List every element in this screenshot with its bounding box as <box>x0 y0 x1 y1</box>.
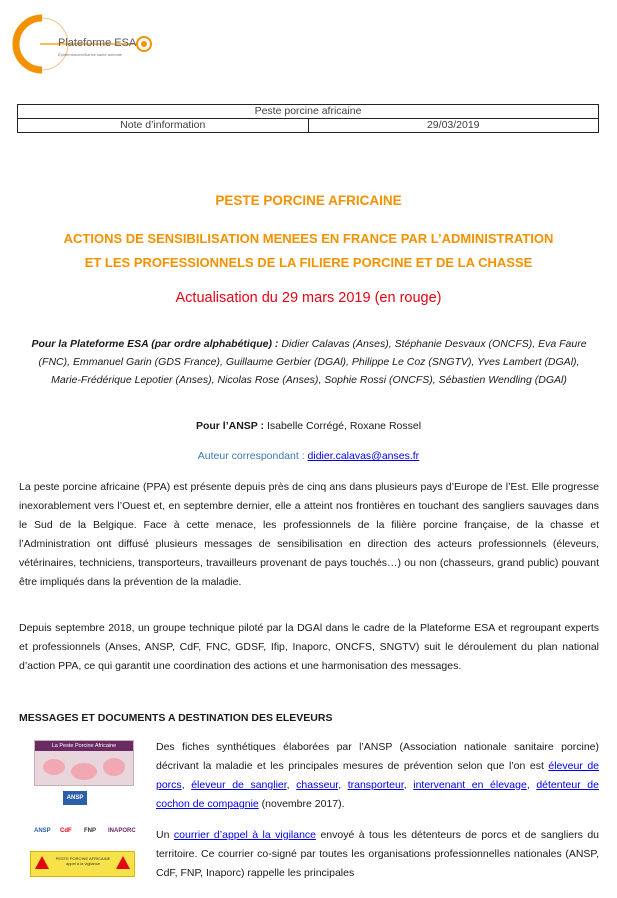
document-meta-table <box>17 104 599 133</box>
update-notice: Actualisation du 29 mars 2019 (en rouge) <box>175 290 442 306</box>
link-eleveur-sanglier[interactable]: éleveur de sanglier <box>191 779 287 791</box>
link-transporteur[interactable]: transporteur <box>347 779 404 791</box>
subtitle <box>30 227 587 275</box>
partner-logo: FNP <box>84 828 96 834</box>
partner-logos <box>34 826 144 842</box>
subtitle-line-2: ET LES PROFESSIONNELS DE LA FILIERE PORCINE ET DE LA CHASSE <box>84 255 533 270</box>
item-courrier-lead: Un <box>156 829 170 841</box>
ansp-logo: ANSP <box>63 791 87 805</box>
partner-logo: ANSP <box>34 828 51 834</box>
meta-subject: Peste porcine africaine <box>18 105 599 119</box>
pig-icon <box>103 758 125 776</box>
fiche-thumbnail-title: La Peste Porcine Africaine <box>35 741 133 751</box>
paragraph-intro: La peste porcine africaine (PPA) est présente depuis près de cinq ans dans plusieurs pays d’Europe de l’Est. Elle progresse inexorablement vers l’Ouest et, en septembre dernier, elle a atteint nos frontières en touchant des sangliers sauvages dans le Sud de la Belgique. Face à cette menace, les professionnels de la filière porcine française, de la chasse et l’Administration ont diffusé plusieurs messages de sensibilisation en direction des acteurs professionnels (éleveurs, vétérinaires, techniciens, transporteurs, travailleurs provenant de pays touchés…) ou non (chasseurs, grand public) pouvant être impliqués dans la prévention de la maladie. <box>19 481 599 588</box>
corresponding-author <box>0 450 617 462</box>
ansp-list: Isabelle Corrégé, Roxane Rossel <box>266 420 422 432</box>
ansp-lead: Pour l’ANSP : <box>195 420 265 432</box>
authors-block <box>24 335 594 389</box>
partner-logo: INAPORC <box>108 828 136 834</box>
link-eleveur-porcs[interactable]: éleveur de porcs <box>156 760 599 791</box>
link-chasseur[interactable]: chasseur <box>296 779 339 791</box>
corresp-email-link[interactable]: didier.calavas@anses.fr <box>307 450 420 462</box>
section-title: MESSAGES ET DOCUMENTS A DESTINATION DES ELEVEURS <box>19 712 333 724</box>
link-detenteur[interactable]: détenteur de cochon de compagnie <box>156 779 599 810</box>
logo <box>12 8 172 78</box>
fiche-thumbnail[interactable] <box>34 740 134 786</box>
item-fiches-intro: Des fiches synthétiques élaborées par l’ANSP (Association nationale sanitaire porcine) décrivant la maladie et les principales mesures de prévention selon que l’on est <box>156 741 599 772</box>
authors-list: Didier Calavas (Anses), Stéphanie Desvaux (ONCFS), Eva Faure (FNC), Emmanuel Garin (GDS France), Guillaume Gerbier (DGAl), Philippe Le Coz (SNGTV), Yves Lambert (DGAl), Marie-Frédérique Lepotier (Anses), Nicolas Rose (Anses), Sophie Rossi (ONCFS), Sébastien Wendling (DGAl) <box>38 338 587 386</box>
item-courrier-text <box>156 826 599 883</box>
warning-icon <box>116 856 130 869</box>
partner-logo: CdF <box>60 828 72 834</box>
subtitle-line-1: ACTIONS DE SENSIBILISATION MENEES EN FRANCE PAR L’ADMINISTRATION <box>63 231 554 246</box>
authors-lead: Pour la Plateforme ESA (par ordre alphabétique) : <box>31 338 279 350</box>
item-fiches-text: Des fiches synthétiques élaborées par l’ANSP (Association nationale sanitaire porcine) décrivant la maladie et les principales mesures de prévention selon que l’on est éleveur de porcs, éleveur de sanglier, chasseur, transporteur, intervenant en élevage, détenteur de cochon de compagnie (novembre 2017). <box>156 741 599 810</box>
item-courrier-body: envoyé à tous les détenteurs de porcs et de sangliers du territoire. Ce courrier co-signé par toutes les organisations professionnelles nationales (ANSP, CdF, FNP, Inaporc) rappelle les principales <box>156 829 600 879</box>
link-courrier-vigilance[interactable]: courrier d’appel à la vigilance <box>173 829 317 841</box>
courrier-thumbnail[interactable] <box>30 851 135 877</box>
ansp-authors <box>0 420 617 432</box>
paragraph-group: Depuis septembre 2018, un groupe technique piloté par la DGAl dans le cadre de la Plateforme ESA et regroupant experts et professionnels (Anses, ANSP, CdF, FNC, GDSF, Ifip, Inaporc, ONCFS, SNGTV) suit le déroulement du plan national d’action PPA, ce qui garantit une coordination des actions et une harmonisation des messages. <box>19 622 599 672</box>
pig-icon <box>43 759 65 775</box>
pig-icon <box>71 763 97 780</box>
corresp-lead: Auteur correspondant : <box>197 450 305 462</box>
warning-icon <box>35 856 49 869</box>
courrier-thumbnail-text: PESTE PORCINE AFRICAINE appel à la vigilance <box>55 856 111 866</box>
link-intervenant[interactable]: intervenant en élevage <box>413 779 527 791</box>
meta-doc-type: Note d’information <box>18 119 309 133</box>
logo-tagline: Épidémiosurveillance santé animale <box>58 52 122 57</box>
main-title: PESTE PORCINE AFRICAINE <box>215 193 402 208</box>
item-fiches-tail: (novembre 2017). <box>261 798 345 810</box>
logo-name: Plateforme ESA <box>58 37 137 49</box>
meta-date: 29/03/2019 <box>308 119 599 133</box>
